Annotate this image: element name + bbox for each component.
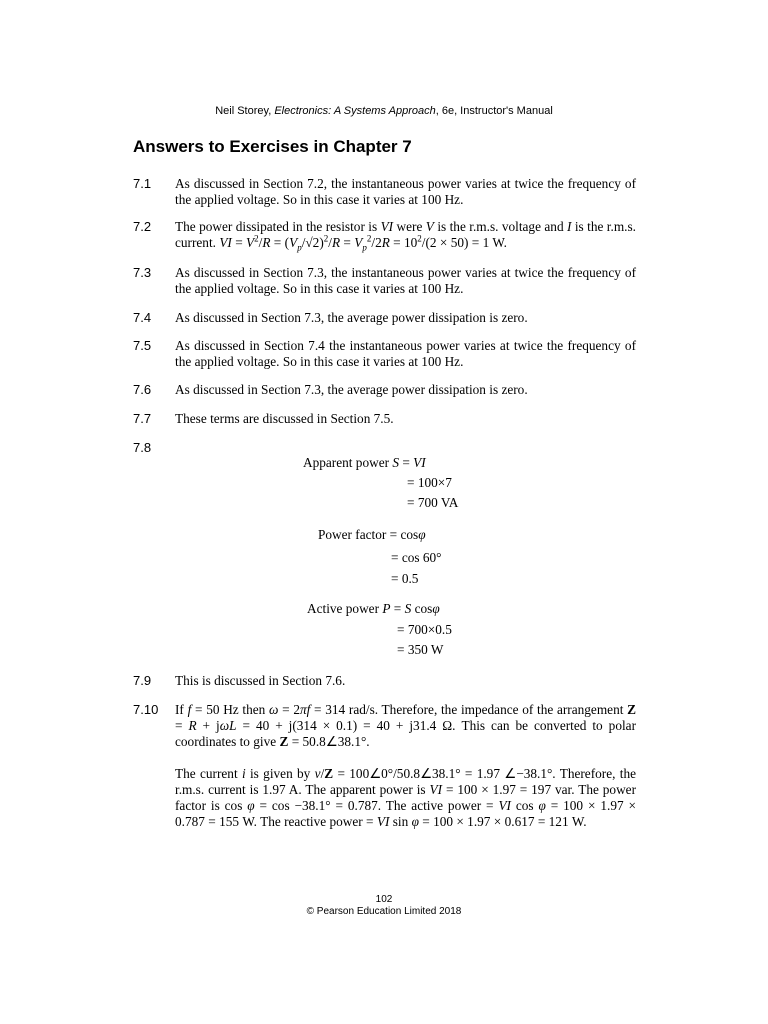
exercise-number: 7.1 <box>133 176 152 191</box>
exercise-number: 7.7 <box>133 411 152 426</box>
page-title: Answers to Exercises in Chapter 7 <box>133 137 412 156</box>
apparent-power-line-1: Apparent power S = VI <box>303 455 426 470</box>
exercise-text: As discussed in Section 7.3, the instantaneous power varies at twice the frequency of the applied voltage. So in this case it varies at 100 Hz. <box>175 265 636 296</box>
exercise-text: As discussed in Section 7.4 the instantaneous power varies at twice the frequency of the applied voltage. So in this case it varies at 100 Hz. <box>175 338 636 369</box>
page-number: 102 <box>375 894 393 905</box>
exercise-paragraph-1: If f = 50 Hz then ω = 2πf = 314 rad/s. Therefore, the impedance of the arrangement Z = R + jωL = 40 + j(314 × 0.1) = 40 + j31.4 Ω. This can be converted to polar coordinates to give Z = 50.8∠38.1°. <box>175 702 637 749</box>
exercise-text <box>175 702 636 830</box>
header-rest: , 6e, Instructor's Manual <box>435 105 553 117</box>
active-power-line-2: = 700×0.5 <box>397 622 452 637</box>
exercise-text: The power dissipated in the resistor is VI were V is the r.m.s. voltage and I is the r.m.s. current. VI = $V^2/R = (V_p/√2)^2/R = V_p^2/2R = 10^2/(2 \times 50) = 1$ W. <box>175 219 636 253</box>
exercise-text: These terms are discussed in Section 7.5. <box>175 411 394 426</box>
exercise-number: 7.9 <box>133 673 152 688</box>
exercise-number: 7.5 <box>133 338 152 353</box>
exercise-paragraph-2: The current i is given by v/Z = 100∠0°/50.8∠38.1° = 1.97 ∠−38.1°. Therefore, the r.m.s. current is 1.97 A. The apparent power is VI = 100 × 1.97 = 197 var. The power factor is cos φ = cos −38.1° = 0.787. The active power = VI cos φ = 100 × 1.97 × 0.787 = 155 W. The reactive power = VI sin φ = 100 × 1.97 × 0.617 = 121 W. <box>175 766 637 829</box>
exercise-text: As discussed in Section 7.3, the average power dissipation is zero. <box>175 382 528 397</box>
exercise-number: 7.2 <box>133 219 152 234</box>
exercise-text: As discussed in Section 7.3, the average power dissipation is zero. <box>175 310 528 325</box>
active-power-line-3: = 350 W <box>397 642 444 657</box>
exercise-number: 7.10 <box>133 702 159 717</box>
page-header <box>0 105 768 117</box>
exercise-number: 7.6 <box>133 382 152 397</box>
exercise-number: 7.4 <box>133 310 152 325</box>
copyright: © Pearson Education Limited 2018 <box>306 906 462 917</box>
exercise-number: 7.3 <box>133 265 152 280</box>
power-factor-line-2: = cos 60° <box>391 550 442 565</box>
power-factor-line-1: Power factor = cosφ <box>318 527 426 542</box>
header-author: Neil Storey, <box>215 105 275 117</box>
exercise-text: This is discussed in Section 7.6. <box>175 673 346 688</box>
header-book-title: Electronics: A Systems Approach <box>274 105 436 117</box>
power-factor-line-3: = 0.5 <box>391 571 419 586</box>
exercise-text: As discussed in Section 7.2, the instantaneous power varies at twice the frequency of the applied voltage. So in this case it varies at 100 Hz. <box>175 176 636 207</box>
exercise-number: 7.8 <box>133 440 152 455</box>
active-power-line-1: Active power P = S cosφ <box>307 601 440 616</box>
apparent-power-line-2: = 100×7 <box>407 475 452 490</box>
apparent-power-line-3: = 700 VA <box>407 495 459 510</box>
